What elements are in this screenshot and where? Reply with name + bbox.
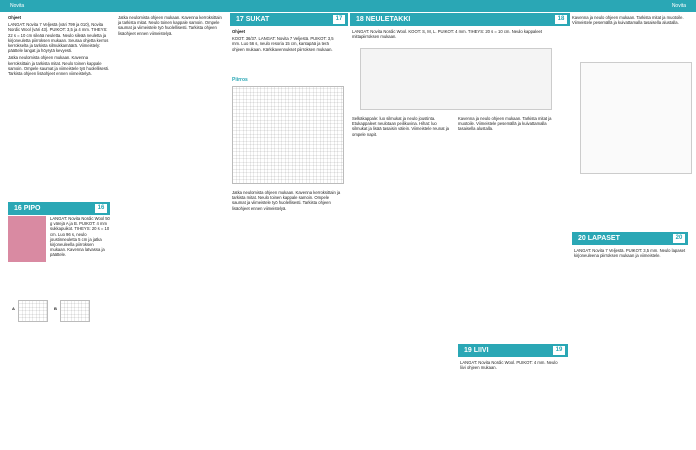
- section-19-text-block: [460, 360, 560, 372]
- section-17-header: [230, 13, 348, 26]
- column-6: [572, 15, 688, 27]
- section-17-text: KOOT: 36/37. LANGAT: Novita 7 Veljestä. PUIKOT: 3,5 mm. Luo 56 s, neulo resoria 15 cm, kantapää ja terä ohjeen mukaan. Kärkikavennukset piirroksen mukaan.: [232, 36, 334, 52]
- col1-heading: Ohjeet: [8, 15, 22, 20]
- vest-measure-diagram: [580, 62, 692, 174]
- section-17-title: 17 SUKAT: [236, 16, 270, 23]
- section-20-text-block: [574, 248, 686, 260]
- sock-chart: [232, 86, 344, 184]
- col2-text: Jatka neulomista ohjeen mukaan. Kavenna kerroksittain ja tarkista mitat. Neulo toinen kappale samoin. Ompele saumat ja viimeistele työ huolellisesti. Tarkista ohjeen lisäohjeet ennen viimeistelyä.: [118, 15, 222, 36]
- section-18-text: LANGAT: Novita Nordic Wool. KOOT: S, M, L. PUIKOT: 4 mm. TIHEYS: 20 s = 10 cm. Neulo kappaleet mittapiirroksen mukaan.: [352, 29, 543, 40]
- section-16-text: LANGAT: Novita Nordic Wool 50 g värejä A ja B. PUIKOT: 4 mm sukkapuikot. TIHEYS: 20 s = 10 cm. Luo 96 s, neulo joustinneuletta 5 cm ja jatka kirjoneuleella piirroksen mukaan. Kavenna latvassa ja päättele.: [50, 216, 110, 258]
- cardigan-measure-diagram: [360, 48, 552, 110]
- section-19-header: [458, 344, 568, 357]
- section-16-text-block: [50, 216, 110, 260]
- section-16-title: 16 PIPO: [14, 205, 41, 212]
- column-2: [118, 15, 226, 38]
- banner-right: Novita: [671, 3, 686, 9]
- section-18-col-b: [458, 116, 562, 134]
- section-18-title: 18 NEULETAKKI: [356, 16, 411, 23]
- section-20-header: [572, 232, 688, 245]
- col6-text: Kavenna ja neulo ohjeen mukaan. Tarkista mitat ja muotoile. Viimeistele pesemällä ja kuivattamalla tasaisella alustalla.: [572, 15, 684, 26]
- section-17-cont-text: Jatka neulomista ohjeen mukaan. Kavenna kerroksittain ja tarkista mitat. Neulo toinen kappale samoin. Ompele saumat ja viimeistele työ huolellisesti. Tarkista ohjeen lisäohjeet ennen viimeistelyä.: [232, 190, 341, 211]
- section-19-title: 19 LIIVI: [464, 347, 489, 354]
- hat-chart-label-b: B: [54, 306, 57, 311]
- banner-left: Novita: [10, 3, 25, 9]
- column-1: [8, 15, 110, 78]
- section-17-text-block: [232, 29, 342, 54]
- col1-text: LANGAT: Novita 7 Veljestä (väri 799 ja 010), Novita Nordic Wool (väri 43). PUIKOT: 3,5 ja 4 mm. TIHEYS: 22 s = 10 cm sileää neuletta. Neulo sileää neuletta ja kirjoneuletta piirroksen mukaan. Seuraa ohjetta kerros kerrokselta ja tarkista silmukkamäärä. Viimeistely: päättele langat ja höyrytä kevyesti.: [8, 22, 109, 54]
- section-17-sub: Ohjeet: [232, 29, 246, 34]
- section-17-number: 17: [333, 15, 345, 24]
- section-16-header: [8, 202, 110, 215]
- section-16-number: 16: [95, 204, 107, 213]
- hat-chart-a: [18, 300, 48, 322]
- section-18-col-a: [352, 116, 452, 139]
- section-17-cont: [232, 190, 342, 213]
- section-18-header: [350, 13, 570, 26]
- section-20-title: 20 LAPASET: [578, 235, 620, 242]
- section-20-number: 20: [673, 234, 685, 243]
- sock-chart-title: Piirros: [232, 77, 248, 83]
- section-18-text-3: Kavenna ja neulo ohjeen mukaan. Tarkista mitat ja muotoile. Viimeistele pesemällä ja kuivattamalla tasaisella alustalla.: [458, 116, 552, 132]
- section-19-number: 19: [553, 346, 565, 355]
- section-19-text: LANGAT: Novita Nordic Wool. PUIKOT: 4 mm. Neulo liivi ohjeen mukaan.: [460, 360, 558, 371]
- top-banner: [0, 0, 696, 12]
- hat-photo: [8, 216, 46, 262]
- hat-chart-b: [60, 300, 90, 322]
- section-18-number: 18: [555, 15, 567, 24]
- col1-text-2: Jatka neulomista ohjeen mukaan. Kavenna kerroksittain ja tarkista mitat. Neulo toinen kappale samoin. Ompele saumat ja viimeistele työ huolellisesti. Tarkista ohjeen lisäohjeet ennen viimeistelyä.: [8, 55, 110, 77]
- hat-chart-label-a: A: [12, 306, 15, 311]
- section-20-text: LANGAT: Novita 7 Veljestä. PUIKOT: 3,5 mm. Neulo lapaset kirjoneuleena piirroksen mukaan ja viimeistele.: [574, 248, 686, 259]
- section-18-text-2: Selkäkappale: luo silmukat ja neulo joustinta. Etukappaleet neulotaan peilikuvina. Hihat: luo silmukat ja lisää tasaisin välein. Viimeistele reunat ja ompele napit.: [352, 116, 449, 137]
- section-18-text-block: [352, 29, 562, 41]
